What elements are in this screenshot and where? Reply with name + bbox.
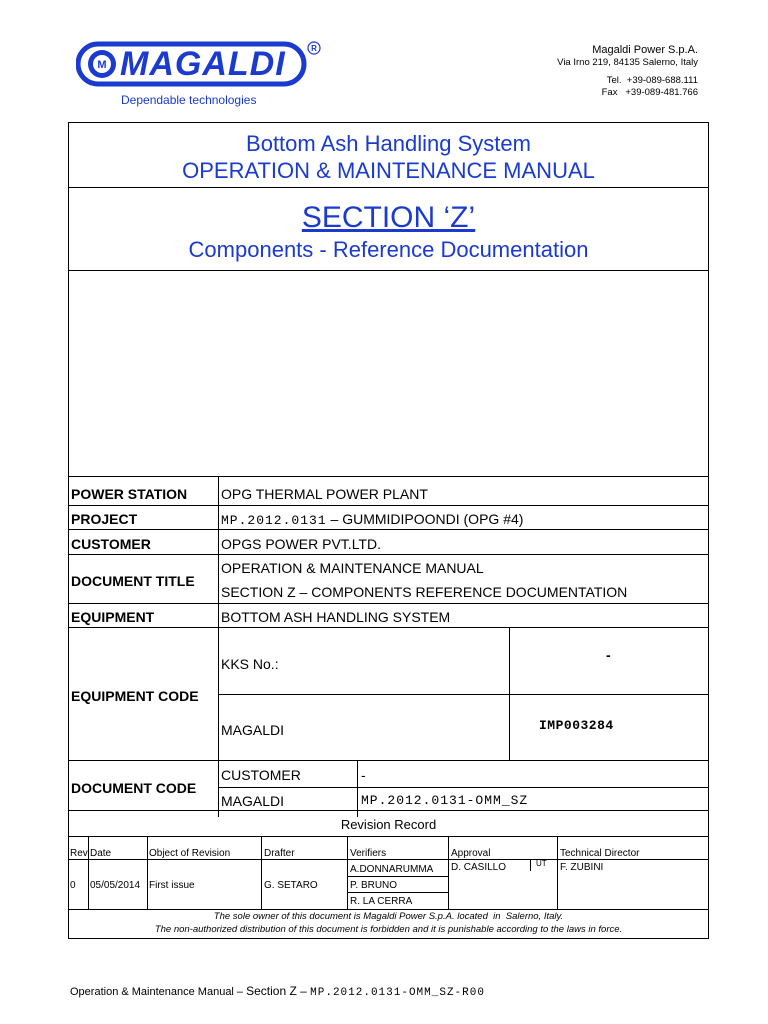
project-code: MP.2012.0131: [221, 513, 327, 528]
company-info: [557, 43, 698, 99]
approval-value: D. CASILLO: [451, 862, 507, 873]
rev-header: Rev: [70, 848, 88, 859]
svg-text:R: R: [311, 44, 317, 53]
company-address: Via Irno 219, 84135 Salerno, Italy: [557, 57, 698, 68]
footer-section: Section Z –: [246, 984, 311, 998]
document-title-line2: SECTION Z – COMPONENTS REFERENCE DOCUMENTATION: [221, 584, 628, 600]
company-tel: Tel. +39-089-688.111: [606, 75, 698, 86]
title-line2: OPERATION & MAINTENANCE MANUAL: [182, 158, 595, 183]
section-subtitle: Components - Reference Documentation: [188, 237, 589, 262]
project-label: PROJECT: [71, 511, 138, 527]
doc-code-magaldi-label: MAGALDI: [221, 793, 285, 809]
verifier-1: A.DONNARUMMA: [350, 864, 434, 875]
object-value: First issue: [149, 880, 195, 891]
distribution-notice: The non-authorized distribution of this document is forbidden and it is punishable according to the laws in force.: [154, 924, 623, 935]
object-header: Object of Revision: [149, 848, 231, 859]
document-code-label: DOCUMENT CODE: [71, 780, 197, 796]
doc-code-magaldi-value: MP.2012.0131-OMM_SZ: [361, 793, 529, 808]
verifier-3: R. LA CERRA: [350, 896, 413, 907]
footer-prefix: Operation & Maintenance Manual –: [70, 986, 247, 998]
kks-label: KKS No.:: [221, 656, 279, 672]
approval-header: Approval: [451, 848, 491, 859]
page-footer: [70, 984, 485, 999]
logo-tagline: Dependable technologies: [121, 93, 257, 107]
company-fax: Fax +39-089-481.766: [601, 87, 698, 98]
company-name: Magaldi Power S.p.A.: [592, 44, 698, 56]
rev-value: 0: [70, 880, 76, 891]
project-name: – GUMMIDIPOONDI (OPG #4): [326, 511, 524, 527]
verifier-2: P. BRUNO: [350, 880, 398, 891]
power-station-label: POWER STATION: [71, 486, 188, 502]
date-value: 05/05/2014: [90, 880, 141, 891]
project-value: [221, 511, 523, 528]
document-frame: [68, 122, 709, 939]
revision-record-title: Revision Record: [340, 817, 437, 832]
approval-unit: UT: [536, 859, 547, 868]
technical-director-header: Technical Director: [560, 848, 640, 859]
document-title-line1: OPERATION & MAINTENANCE MANUAL: [221, 560, 484, 576]
kks-value: -: [606, 647, 611, 663]
technical-director-value: F. ZUBINI: [560, 862, 604, 873]
date-header: Date: [90, 848, 112, 859]
customer-label: CUSTOMER: [71, 536, 151, 552]
doc-code-customer-value: -: [361, 767, 366, 783]
ownership-notice: The sole owner of this document is Magaldi Power S.p.A. located in Salerno, Italy.: [213, 911, 564, 922]
document-title-label: DOCUMENT TITLE: [71, 573, 195, 589]
logo-wordmark: MAGALDI: [120, 45, 286, 83]
svg-text:M: M: [97, 59, 107, 71]
equipment-value: BOTTOM ASH HANDLING SYSTEM: [221, 609, 451, 625]
equipment-magaldi-code: IMP003284: [539, 718, 614, 733]
drafter-value: G. SETARO: [264, 880, 318, 891]
title-line1: Bottom Ash Handling System: [246, 131, 531, 156]
magaldi-logo: [76, 38, 326, 108]
equipment-magaldi-label: MAGALDI: [221, 722, 285, 738]
section-title: SECTION ‘Z’: [301, 201, 476, 234]
verifiers-header: Verifiers: [350, 848, 387, 859]
power-station-value: OPG THERMAL POWER PLANT: [221, 486, 428, 502]
equipment-label: EQUIPMENT: [71, 609, 155, 625]
doc-code-customer-label: CUSTOMER: [221, 767, 301, 783]
footer-code: MP.2012.0131-OMM_SZ-R00: [310, 987, 485, 999]
customer-value: OPGS POWER PVT.LTD.: [221, 536, 381, 552]
equipment-code-label: EQUIPMENT CODE: [71, 688, 199, 704]
drafter-header: Drafter: [264, 848, 295, 859]
